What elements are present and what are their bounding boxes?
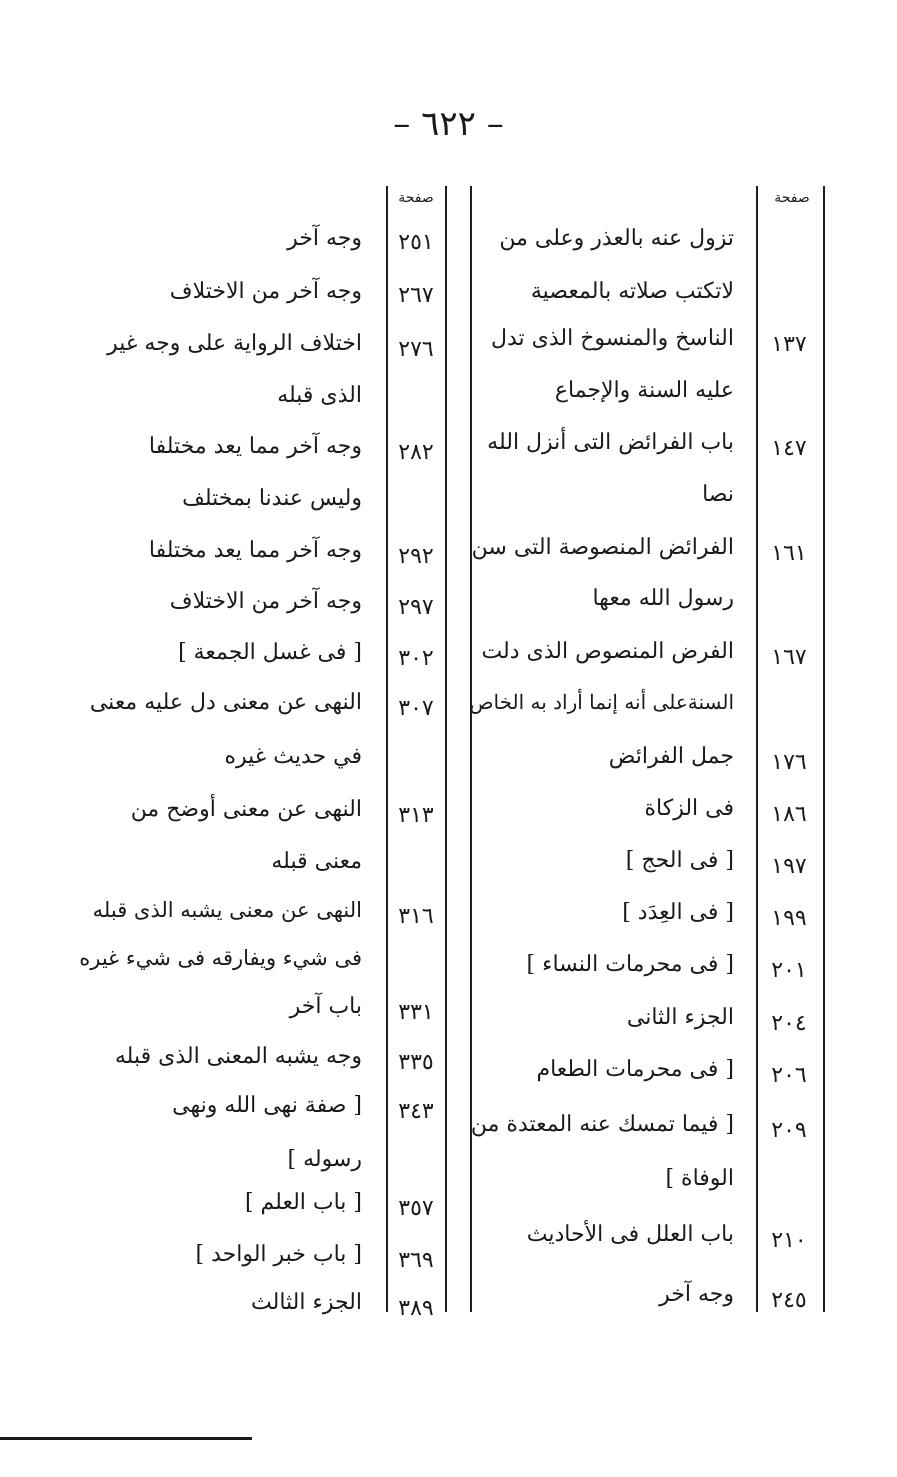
entry-page-number: ٢٩٧ [398,595,434,620]
entry-title: النهى عن معنى دل عليه معنى [89,690,362,715]
entry-title: السنةعلى أنه إنما أراد به الخاص [469,690,734,714]
entry-page-number: ٢٩٢ [398,544,434,569]
entry-title: اختلاف الرواية على وجه غير [107,331,362,356]
entry-title: باب آخر [289,994,362,1019]
entry-title: الفرائض المنصوصة التى سن [471,535,734,560]
entry-page-number: ٢٠٦ [771,1063,807,1088]
entry-title: جمل الفرائض [608,744,734,769]
entry-title: نصا [702,482,734,507]
entry-title: وجه آخر [287,226,362,251]
entry-page-number: ٣٥٧ [398,1196,434,1221]
entry-page-number: ٢٠١ [771,958,807,983]
entry-title: وجه آخر من الاختلاف [169,589,362,614]
entry-title: [ باب العلم ] [244,1190,362,1215]
right-column-header: صفحة [774,190,810,206]
entry-title: لاتكتب صلاته بالمعصية [530,279,734,304]
entry-page-number: ٣٤٣ [398,1099,434,1124]
footer-rule [0,1437,252,1440]
entry-page-number: ٣٨٩ [398,1296,434,1321]
entry-title: معنى قبله [271,849,362,874]
entry-title: [ فى محرمات النساء ] [526,952,734,977]
entry-title: [ فى غسل الجمعة ] [178,640,362,665]
entry-page-number: ٢١٠ [771,1228,807,1253]
entry-page-number: ٣٠٧ [398,696,434,721]
entry-page-number: ١٦٧ [771,645,807,670]
entry-title: وليس عندنا بمختلف [182,486,362,511]
entry-page-number: ٣٣٥ [398,1050,434,1075]
entry-title: باب الفرائض التى أنزل الله [487,430,734,455]
entry-title: الوفاة ] [665,1166,734,1191]
entry-page-number: ١٩٩ [771,906,807,931]
entry-page-number: ١٨٦ [771,802,807,827]
entry-page-number: ١٦١ [771,541,807,566]
page-number: – ٦٢٢ – [393,104,504,144]
entry-title: عليه السنة والإجماع [554,378,734,403]
entry-title: وجه آخر مما يعد مختلفا [148,538,362,563]
entry-page-number: ٣٦٩ [398,1248,434,1273]
column-divider-rule [470,186,472,1312]
right-page-number-rule [756,186,758,1312]
entry-title: وجه آخر مما يعد مختلفا [148,434,362,459]
entry-page-number: ٢٥١ [398,230,434,255]
entry-title: في حديث غيره [224,744,362,769]
entry-title: فى الزكاة [644,796,734,821]
entry-title: وجه آخر من الاختلاف [169,279,362,304]
entry-title: النهى عن معنى أوضح من [130,797,362,822]
entry-title: [ باب خبر الواحد ] [195,1242,362,1267]
entry-page-number: ٢٠٤ [771,1011,807,1036]
entry-title: رسول الله معها [592,586,734,611]
entry-page-number: ٣١٦ [398,904,434,929]
entry-title: الناسخ والمنسوخ الذى تدل [491,326,734,351]
entry-title: وجه يشبه المعنى الذى قبله [114,1044,362,1069]
entry-title: باب العلل فى الأحاديث [526,1222,734,1247]
entry-page-number: ٢٤٥ [771,1288,807,1313]
entry-title: تزول عنه بالعذر وعلى من [499,226,734,251]
entry-title: [ فى العِدَد ] [622,900,734,925]
entry-title: الفرض المنصوص الذى دلت [481,639,734,664]
entry-title: [ فى محرمات الطعام [536,1057,734,1082]
entry-page-number: ١٤٧ [771,436,807,461]
entry-title: النهى عن معنى يشبه الذى قبله [92,898,362,922]
entry-page-number: ٣٣١ [398,1000,434,1025]
entry-page-number: ٢٠٩ [771,1118,807,1143]
entry-page-number: ٢٨٢ [398,440,434,465]
entry-page-number: ١٧٦ [771,750,807,775]
entry-page-number: ١٩٧ [771,854,807,879]
entry-title: [ فى الحج ] [625,848,734,873]
entry-page-number: ٣٠٢ [398,646,434,671]
right-edge-rule [823,186,825,1312]
entry-title: [ صفة نهى الله ونهى [172,1093,362,1118]
entry-title: الذى قبله [277,383,362,408]
entry-title: [ فيما تمسك عنه المعتدة من [470,1112,734,1137]
entry-title: وجه آخر [659,1282,734,1307]
entry-page-number: ٢٧٦ [398,337,434,362]
entry-title: الجزء الثانى [626,1005,734,1030]
entry-title: رسوله ] [287,1147,362,1172]
entry-title: فى شيء ويفارقه فى شيء غيره [79,946,362,970]
left-page-number-rule-right [445,186,447,1312]
entry-page-number: ٣١٣ [398,803,434,828]
left-column-header: صفحة [398,190,434,206]
entry-page-number: ١٣٧ [771,332,807,357]
entry-page-number: ٢٦٧ [398,283,434,308]
entry-title: الجزء الثالث [251,1290,362,1315]
